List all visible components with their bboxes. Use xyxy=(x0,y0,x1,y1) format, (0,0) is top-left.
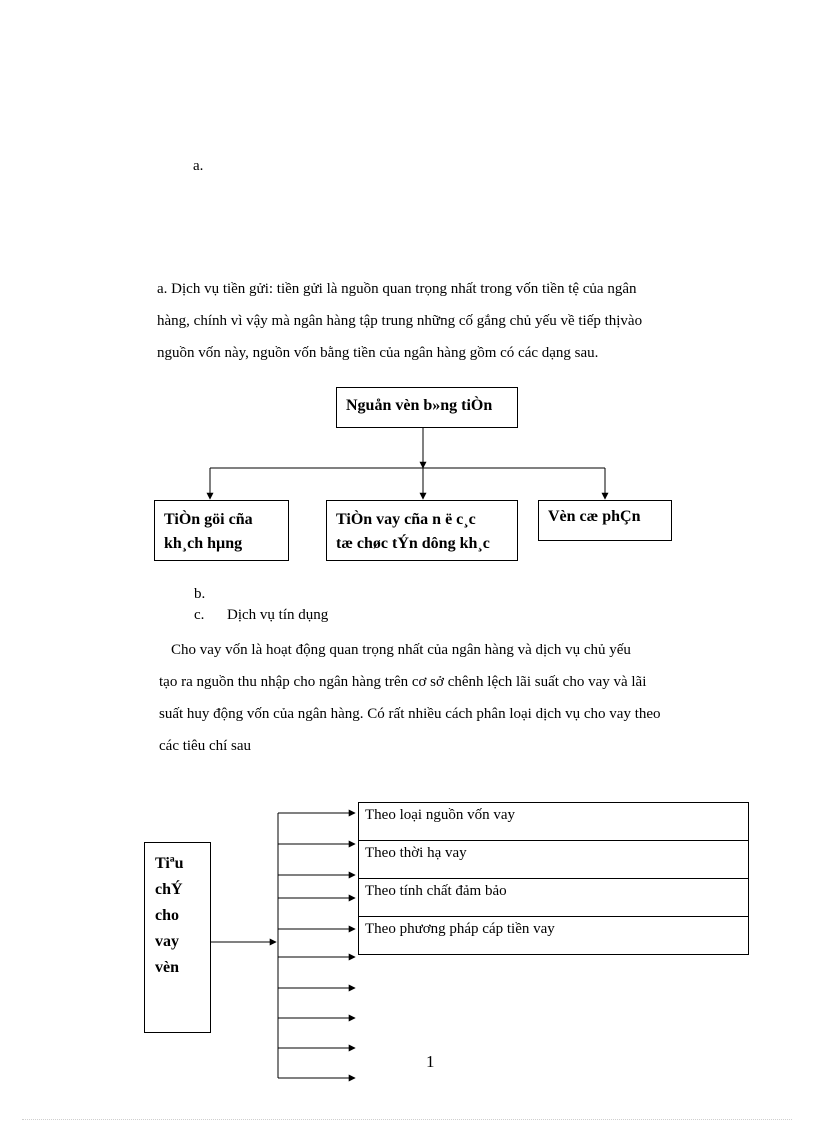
diagram1-root-label: Nguån vèn b»ng tiÒn xyxy=(346,397,493,414)
paragraph1-line1: a. Dịch vụ tiền gửi: tiền gửi là nguồn quan trọng nhất trong vốn tiền tệ của ngân xyxy=(157,281,637,297)
diagram2-left-box xyxy=(144,842,211,1033)
diagram2-left-line3: cho xyxy=(155,907,179,924)
diagram2-row-1-label: Theo loại nguồn vốn vay xyxy=(365,807,515,823)
diagram2-row-3-label: Theo tính chất đảm bảo xyxy=(365,883,507,899)
diagram1-child1-line2: kh¸ch hµng xyxy=(164,535,243,552)
list-b-marker: b. xyxy=(194,586,206,602)
paragraph2-line4: các tiêu chí sau xyxy=(159,738,252,754)
diagram2-row-3 xyxy=(358,878,749,917)
diagram2-row-4 xyxy=(358,916,749,955)
diagram2-left-line4: vay xyxy=(155,933,179,950)
paragraph2-line3: suất huy động vốn của ngân hàng. Có rất nhiều cách phân loại dịch vụ cho vay theo xyxy=(159,706,661,722)
list-c-text: Dịch vụ tín dụng xyxy=(227,607,329,623)
diagram2-row-4-label: Theo phương pháp cáp tiền vay xyxy=(365,921,555,937)
diagram1-child2-box xyxy=(326,500,518,561)
page-number: 1 xyxy=(426,1052,435,1071)
diagram1-child3-label: Vèn cæ phÇn xyxy=(548,508,641,525)
diagram1-child2-line1: TiÒn vay cña n ë c¸c xyxy=(336,511,476,528)
list-c-marker: c. xyxy=(194,607,205,623)
page-bottom-divider xyxy=(22,1119,792,1120)
diagram2-row-2-label: Theo thời hạ vay xyxy=(365,845,467,861)
diagram2-left-line2: chÝ xyxy=(155,881,183,898)
diagram2-left-line1: Tiªu xyxy=(155,855,184,872)
paragraph2-line2: tạo ra nguồn thu nhập cho ngân hàng trên cơ sở chênh lệch lãi suất cho vay và lãi xyxy=(159,674,647,690)
diagram1-child1-box xyxy=(154,500,289,561)
diagram1-root-box xyxy=(336,387,518,428)
diagram1-child2-line2: tæ chøc tÝn dông kh¸c xyxy=(336,535,490,552)
heading-a-top: a. xyxy=(193,158,204,174)
diagram2-row-1 xyxy=(358,802,749,841)
diagram1-child3-box xyxy=(538,500,672,541)
paragraph1-line2: hàng, chính vì vậy mà ngân hàng tập trung những cố gắng chủ yếu về tiếp thịvào xyxy=(157,313,643,329)
paragraph1-line3: nguồn vốn này, nguồn vốn bằng tiền của ngân hàng gồm có các dạng sau. xyxy=(157,345,599,361)
diagram2-row-2 xyxy=(358,840,749,879)
paragraph2-line1: Cho vay vốn là hoạt động quan trọng nhất của ngân hàng và dịch vụ chủ yếu xyxy=(171,642,631,658)
diagram1-child1-line1: TiÒn göi cña xyxy=(164,511,253,528)
diagram2-left-line5: vèn xyxy=(155,959,179,976)
